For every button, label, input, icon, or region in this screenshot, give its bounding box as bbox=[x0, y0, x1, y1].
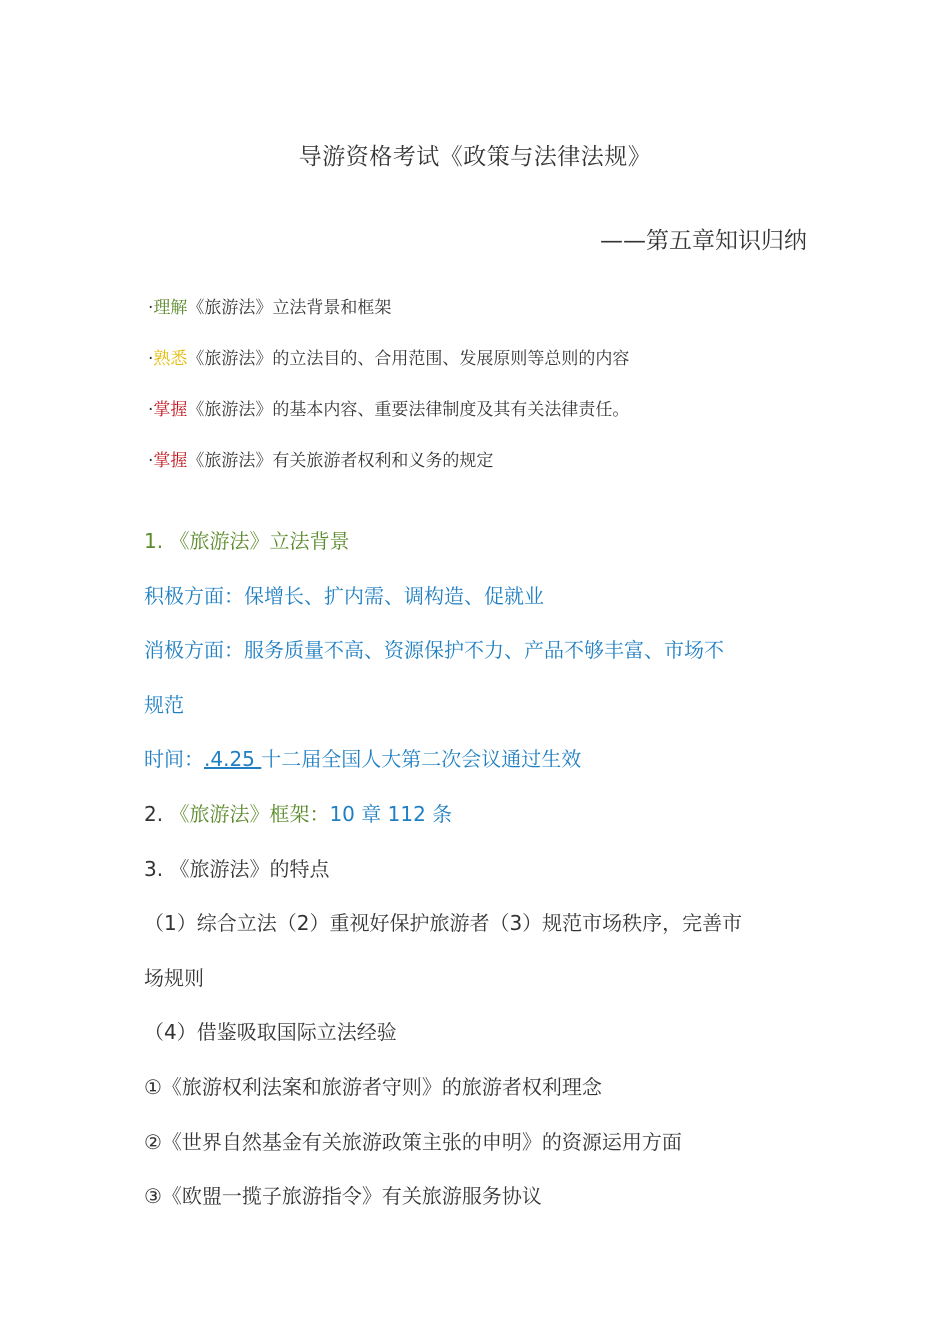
objective-item bbox=[148, 296, 828, 347]
objective-keyword: 熟悉 bbox=[153, 349, 188, 369]
objective-text: 《旅游法》的基本内容、重要法律制度及其有关法律责任。 bbox=[187, 400, 630, 420]
bullet: · bbox=[148, 451, 154, 471]
objective-keyword: 理解 bbox=[153, 298, 188, 318]
chapter-subtitle: ——第五章知识归纳 bbox=[600, 228, 807, 254]
reference-item: ③《欧盟一揽子旅游指令》有关旅游服务协议 bbox=[144, 1184, 542, 1209]
positive-aspects: 积极方面：保增长、扩内需、调构造、促就业 bbox=[144, 583, 544, 608]
bullet: · bbox=[148, 298, 154, 318]
time-label: 时间： bbox=[144, 747, 204, 772]
section-number: 2. bbox=[144, 801, 170, 826]
features-line: （1）综合立法（2）重视好保护旅游者（3）规范市场秩序，完善市 bbox=[144, 911, 743, 936]
objective-text: 《旅游法》立法背景和框架 bbox=[187, 298, 392, 318]
objective-item bbox=[148, 449, 828, 500]
bullet: · bbox=[148, 400, 154, 420]
time-description: 十二届全国人大第二次会议通过生效 bbox=[261, 747, 582, 772]
section-heading-framework bbox=[144, 795, 814, 850]
framework-label: 《旅游法》框架： bbox=[169, 801, 330, 826]
time-date-link[interactable]: .4.25 bbox=[204, 747, 262, 772]
objective-item bbox=[148, 398, 828, 449]
objective-item bbox=[148, 347, 828, 398]
reference-item: ②《世界自然基金有关旅游政策主张的申明》的资源运用方面 bbox=[144, 1129, 682, 1154]
section-heading-features: 3. 《旅游法》的特点 bbox=[144, 856, 330, 881]
section-heading-background: 1. 《旅游法》立法背景 bbox=[144, 529, 350, 553]
feature-four: （4）借鉴吸取国际立法经验 bbox=[144, 1020, 397, 1045]
features-line-continued: 场规则 bbox=[144, 965, 204, 990]
negative-aspects-continued: 规范 bbox=[144, 692, 184, 717]
document-body bbox=[144, 522, 814, 1232]
learning-objectives bbox=[148, 296, 828, 500]
objective-text: 《旅游法》有关旅游者权利和义务的规定 bbox=[187, 451, 494, 471]
objective-keyword: 掌握 bbox=[153, 400, 188, 420]
framework-value: 10 章 112 条 bbox=[329, 801, 453, 826]
page-title: 导游资格考试《政策与法律法规》 bbox=[298, 144, 652, 170]
negative-aspects: 消极方面：服务质量不高、资源保护不力、产品不够丰富、市场不 bbox=[144, 638, 724, 663]
objective-text: 《旅游法》的立法目的、合用范围、发展原则等总则的内容 bbox=[187, 349, 630, 369]
objective-keyword: 掌握 bbox=[153, 451, 188, 471]
bullet: · bbox=[148, 349, 154, 369]
enactment-time bbox=[144, 740, 814, 795]
reference-item: ①《旅游权利法案和旅游者守则》的旅游者权利理念 bbox=[144, 1074, 602, 1099]
